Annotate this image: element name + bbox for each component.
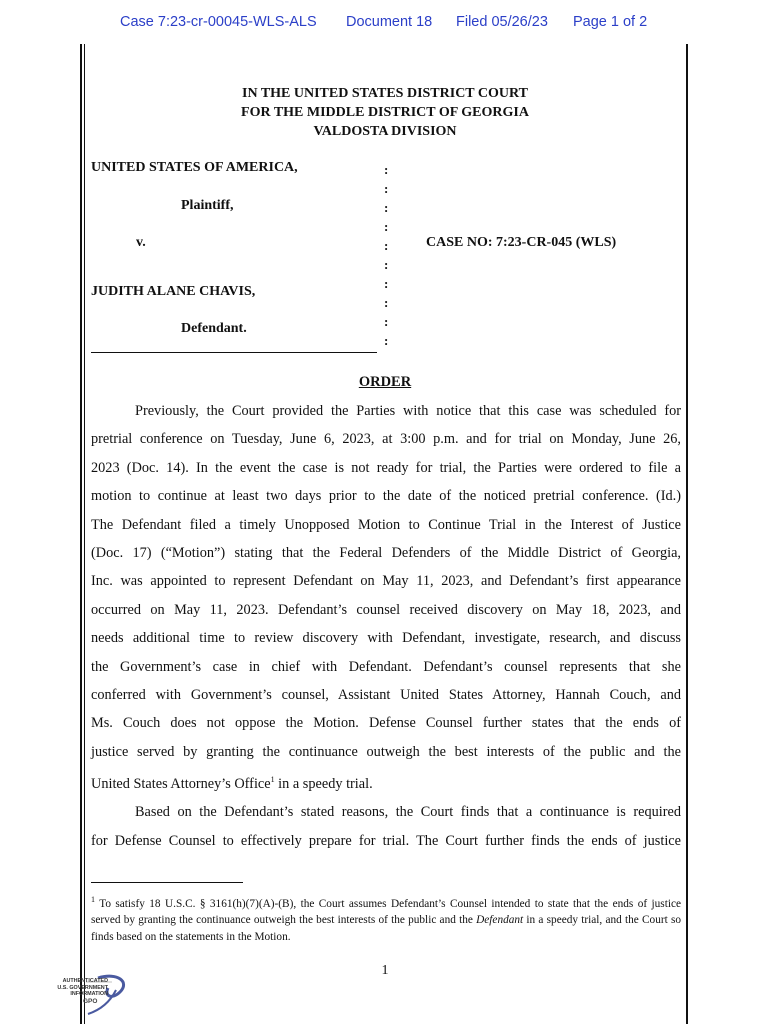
- body-line: conferred with Government’s counsel, Assistant United States Attorney, Hannah Couch, and: [91, 687, 681, 704]
- body-line: Based on the Defendant’s stated reasons, the Court finds that a continuance is required: [135, 804, 681, 821]
- caption-colon: :: [384, 200, 389, 215]
- footnote-text: To satisfy 18 U.S.C. § 3161(h)(7)(A)-(B), the Court assumes Defendant’s Counsel intended to state that the ends of justice served by granting the continuance outweigh the best interests of the public and the: [91, 897, 681, 927]
- gpo-seal-text: [44, 978, 108, 998]
- body-line: the Government’s case in chief with Defendant. Defendant’s counsel represents that she: [91, 658, 681, 675]
- ecf-case-number: Case 7:23-cr-00045-WLS-ALS: [120, 14, 317, 30]
- body-line: The Defendant filed a timely Unopposed Motion to Continue Trial in the Interest of Justice: [91, 516, 681, 533]
- plaintiff-role: Plaintiff,: [181, 198, 234, 213]
- caption-colon: :: [384, 162, 389, 177]
- caption-colon: :: [384, 295, 389, 310]
- footnote-emphasis: Defendant: [476, 914, 524, 927]
- footnote-number: 1: [91, 895, 95, 904]
- defendant-name: JUDITH ALANE CHAVIS,: [91, 284, 256, 299]
- defendant-role: Defendant.: [181, 321, 247, 336]
- ecf-header: [0, 14, 770, 34]
- body-line: pretrial conference on Tuesday, June 6, 2023, at 3:00 p.m. and for trial on Monday, June 26,: [91, 431, 681, 448]
- gpo-line: INFORMATION: [70, 991, 108, 997]
- body-line: needs additional time to review discovery with Defendant, investigate, research, and discuss: [91, 630, 681, 647]
- caption-colon: :: [384, 276, 389, 291]
- body-line: for Defense Counsel to effectively prepare for trial. The Court further finds the ends of justice: [91, 832, 681, 849]
- caption-colon: :: [384, 333, 389, 348]
- order-title: ORDER: [358, 374, 412, 390]
- versus-label: v.: [136, 235, 146, 250]
- case-number: CASE NO: 7:23-CR-045 (WLS): [426, 235, 617, 250]
- body-line: (Doc. 17) (“Motion”) stating that the Federal Defenders of the Middle District of Georgia,: [91, 545, 681, 562]
- body-line: Inc. was appointed to represent Defendant on May 11, 2023, and Defendant’s first appearance: [91, 573, 681, 590]
- court-heading: [0, 84, 770, 141]
- body-line: motion to continue at least two days prior to the date of the noticed pretrial conference. (Id.): [91, 488, 681, 505]
- left-margin-rule: [80, 44, 82, 1024]
- footnote-text: in a speedy trial, and the Court so finds based on the statements in the Motion.: [91, 914, 682, 943]
- caption-rule: [91, 352, 377, 353]
- caption-colon: :: [384, 181, 389, 196]
- ecf-page-count: Page 1 of 2: [573, 14, 648, 30]
- caption-colon: :: [384, 238, 389, 253]
- body-line: Previously, the Court provided the Parties with notice that this case was scheduled for: [135, 403, 681, 419]
- order-body: [91, 397, 681, 855]
- gpo-line: AUTHENTICATED: [62, 978, 108, 984]
- gpo-line: U.S. GOVERNMENT: [57, 984, 108, 991]
- caption-colon: :: [384, 314, 389, 329]
- body-line: [91, 766, 681, 798]
- court-heading-line-2: FOR THE MIDDLE DISTRICT OF GEORGIA: [241, 105, 529, 120]
- right-margin-rule: [686, 44, 688, 1024]
- footnote-reference[interactable]: 1: [270, 775, 275, 785]
- court-heading-line-3: VALDOSTA DIVISION: [313, 124, 457, 139]
- body-line: occurred on May 11, 2023. Defendant’s counsel received discovery on May 18, 2023, and: [91, 601, 681, 618]
- body-line: Ms. Couch does not oppose the Motion. Defense Counsel further states that the ends of: [91, 715, 681, 732]
- ecf-filed-date: Filed 05/26/23: [456, 14, 548, 30]
- left-margin-rule-inner: [84, 44, 85, 1024]
- caption-colon: :: [384, 219, 389, 234]
- ecf-document-number: Document 18: [346, 14, 433, 30]
- page-number: 1: [381, 963, 389, 978]
- caption-colon: :: [384, 257, 389, 272]
- gpo-label: GPO: [83, 998, 98, 1005]
- body-line: justice served by granting the continuance outweigh the best interests of the public and the: [91, 743, 681, 760]
- plaintiff-name: UNITED STATES OF AMERICA,: [91, 160, 298, 175]
- paragraph-2: [91, 798, 681, 855]
- body-line-text: United States Attorney’s Office: [91, 776, 271, 793]
- footnote-separator: [91, 882, 243, 883]
- body-line: 2023 (Doc. 14). In the event the case is not ready for trial, the Parties were ordered to file a: [91, 459, 681, 476]
- court-heading-line-1: IN THE UNITED STATES DISTRICT COURT: [242, 86, 528, 101]
- body-line-text: in a speedy trial.: [274, 776, 373, 793]
- gpo-authentication-seal: [38, 970, 138, 1020]
- paragraph-1: [91, 397, 681, 798]
- footnote: [91, 892, 681, 945]
